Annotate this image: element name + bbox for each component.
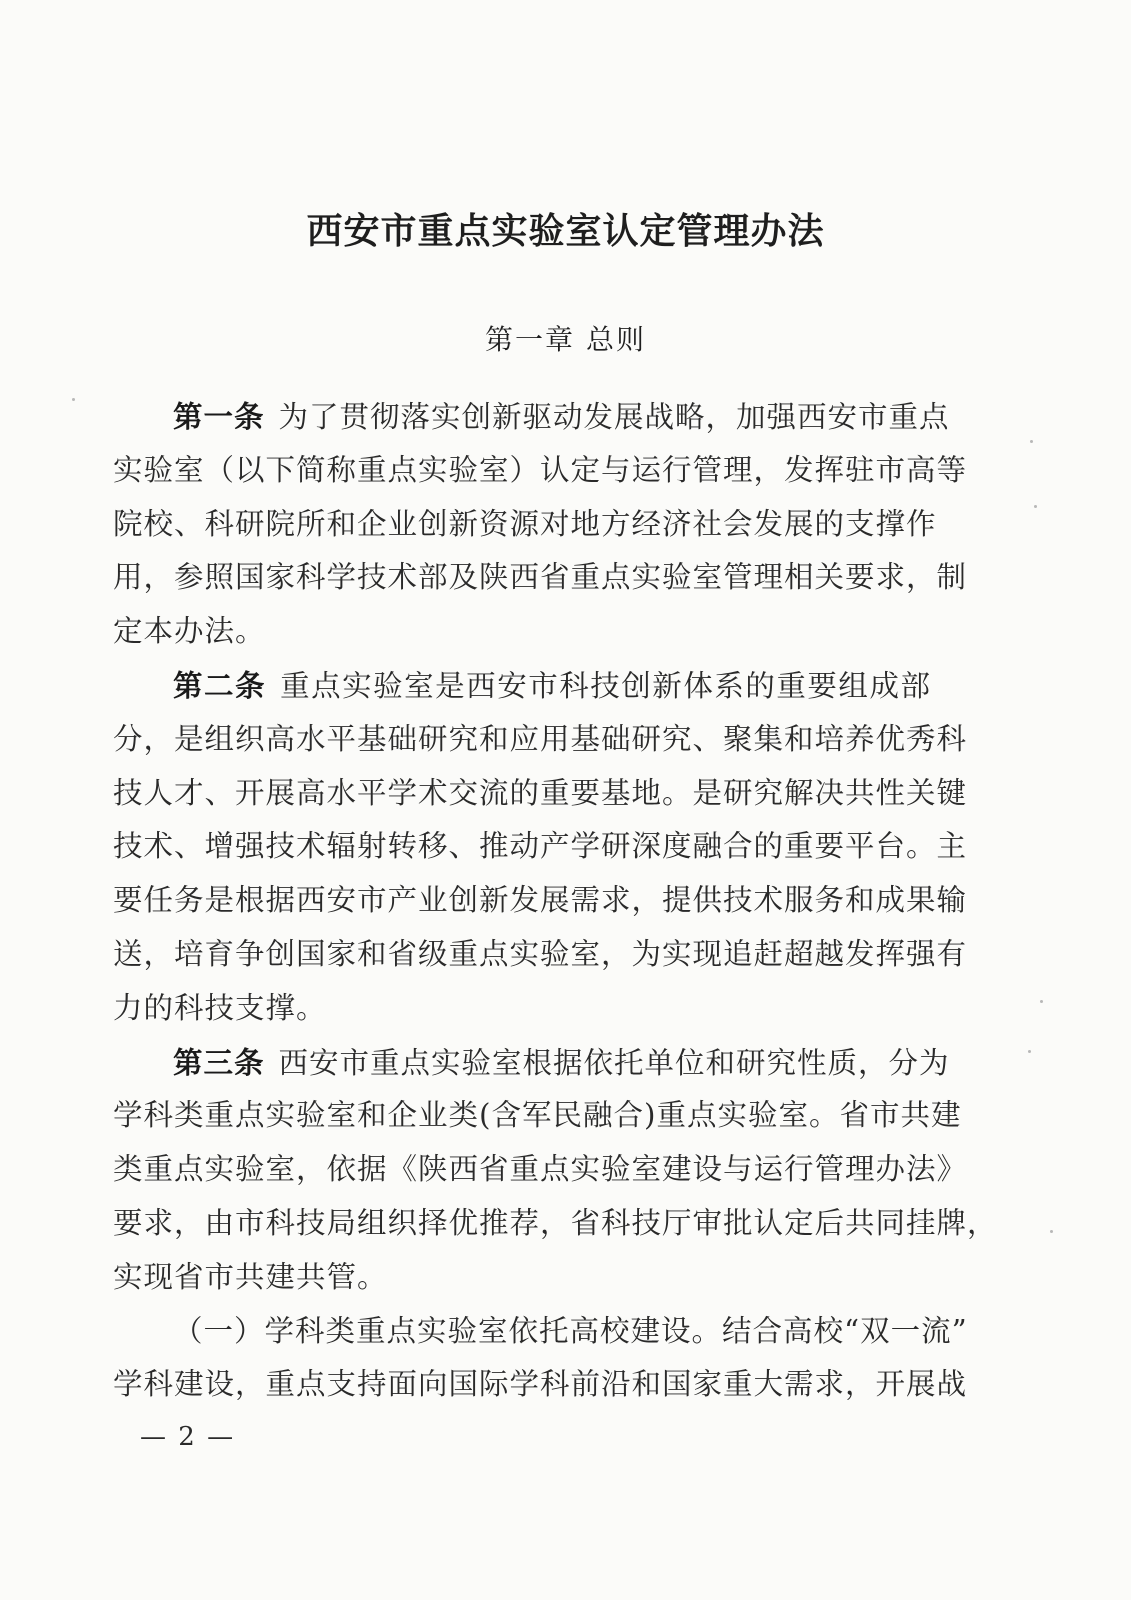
article-3-paragraph	[113, 1036, 998, 1305]
scan-speck	[1050, 1230, 1053, 1233]
scan-speck	[1040, 1000, 1043, 1003]
scan-speck	[1034, 505, 1037, 508]
scan-speck	[72, 398, 75, 401]
article-label: 第一条	[173, 399, 265, 434]
chapter-heading: 第一章 总则	[485, 323, 646, 356]
paragraph-line: 类重点实验室，依据《陕西省重点实验室建设与运行管理办法》	[113, 1152, 968, 1187]
document-title: 西安市重点实验室认定管理办法	[306, 210, 825, 252]
paragraph-line: 要求，由市科技局组织择优推荐，省科技厅审批认定后共同挂牌，	[113, 1205, 998, 1240]
paragraph-line: 院校、科研院所和企业创新资源对地方经济社会发展的支撑作	[113, 506, 937, 541]
paragraph-line: 技人才、开展高水平学术交流的重要基地。是研究解决共性关键	[113, 775, 968, 810]
paragraph-line: 学科类重点实验室和企业类(含军民融合)重点实验室。省市共建	[113, 1098, 962, 1133]
paragraph-line: （一）学科类重点实验室依托高校建设。结合高校“双一流”	[173, 1313, 968, 1348]
paragraph-line: 用，参照国家科学技术部及陕西省重点实验室管理相关要求，制	[113, 560, 968, 595]
paragraph-line: 学科建设，重点支持面向国际学科前沿和国家重大需求，开展战	[113, 1367, 968, 1402]
scan-speck	[1028, 1050, 1031, 1053]
scan-speck	[1030, 440, 1033, 443]
paragraph-line: 送，培育争创国家和省级重点实验室，为实现追赶超越发挥强有	[113, 936, 968, 971]
paragraph-line: 力的科技支撑。	[113, 990, 327, 1025]
paragraph-line: 实现省市共建共管。	[113, 1259, 388, 1294]
paragraph-line: 第三条 西安市重点实验室根据依托单位和研究性质，分为	[173, 1044, 950, 1080]
document-body	[113, 390, 998, 1412]
paragraph-line: 定本办法。	[113, 614, 266, 649]
page-number: — 2 —	[140, 1422, 236, 1452]
article-label: 第二条	[173, 667, 267, 703]
paragraph-line: 第二条 重点实验室是西安市科技创新体系的重要组成部	[173, 667, 931, 703]
article-2-paragraph	[113, 659, 968, 1036]
paragraph-line: 实验室（以下简称重点实验室）认定与运行管理，发挥驻市高等	[113, 452, 968, 487]
paragraph-line: 要任务是根据西安市产业创新发展需求，提供技术服务和成果输	[113, 883, 968, 918]
article-label: 第三条	[173, 1044, 265, 1080]
article-1-paragraph	[113, 390, 968, 659]
paragraph-line: 技术、增强技术辐射转移、推动产学研深度融合的重要平台。主	[113, 829, 968, 864]
subitem-1-paragraph	[113, 1305, 968, 1413]
paragraph-line: 第一条 为了贯彻落实创新驱动发展战略，加强西安市重点	[173, 399, 950, 434]
paragraph-line: 分，是组织高水平基础研究和应用基础研究、聚集和培养优秀科	[113, 721, 968, 756]
